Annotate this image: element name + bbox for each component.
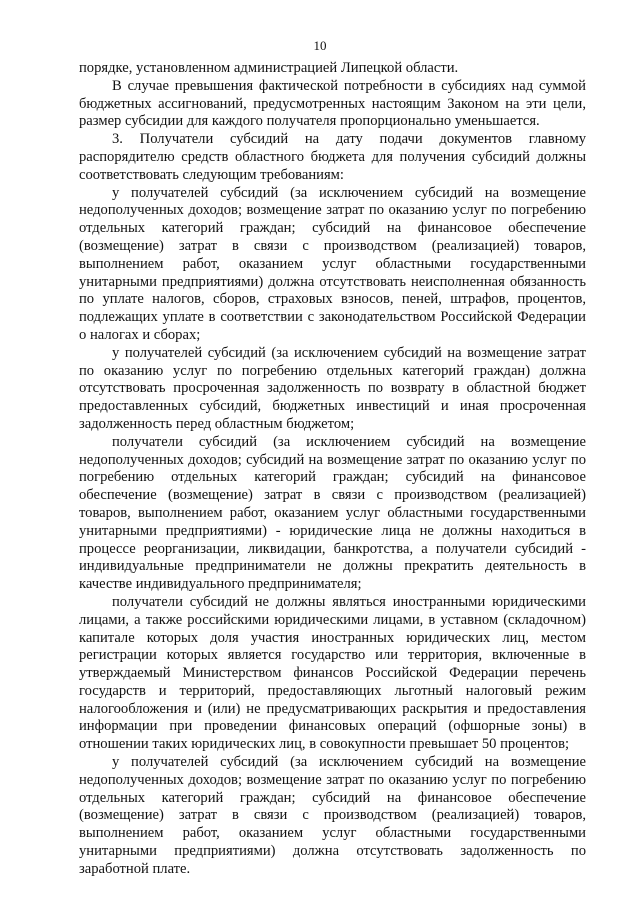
paragraph-subsidy-reduction: В случае превышения фактической потребности в субсидиях над суммой бюджетных ассигнований, предусмотренных настоящим Законом на эти цели, размер субсидии для каждого получателя пропорционально уменьшается. [79, 77, 586, 130]
paragraph-requirement-taxes: у получателей субсидий (за исключением субсидий на возмещение недополученных доходов; возмещение затрат по оказанию услуг по погребению отдельных категорий граждан; субсидий на финансовое обеспечение (возмещение) затрат в связи с производством (реализацией) товаров, выполнением работ, оказанием услуг областными государственными унитарными предприятиями) должна отсутствовать неисполненная обязанность по уплате налогов, сборов, страховых взносов, пеней, штрафов, процентов, подлежащих уплате в соответствии с законодательством Российской Федерации о налогах и сборах; [79, 184, 586, 343]
paragraph-requirement-foreign-entities: получатели субсидий не должны являться иностранными юридическими лицами, а также российскими юридическими лицами, в уставном (складочном) капитале которых доля участия иностранных юридических лиц, местом регистрации которых является государство или территория, включенные в утверждаемый Министерством финансов Российской Федерации перечень государств и территорий, предоставляющих льготный налоговый режим налогообложения и (или) не предусматривающих раскрытия и предоставления информации при проведении финансовых операций (офшорные зоны) в отношении таких юридических лиц, в совокупности превышает 50 процентов; [79, 593, 586, 753]
page-number: 10 [313, 38, 327, 53]
document-body [79, 60, 586, 879]
paragraph-requirement-wage-arrears: у получателей субсидий (за исключением субсидий на возмещение недополученных доходов; возмещение затрат по оказанию услуг по погребению отдельных категорий граждан; субсидий на финансовое обеспечение (возмещение) затрат в связи с производством (реализацией) товаров, выполнением работ, оказанием услуг областными государственными унитарными предприятиями) должна отсутствовать задолженность по заработной плате. [79, 754, 586, 877]
paragraph-requirements-intro: 3. Получатели субсидий на дату подачи документов главному распорядителю средств областного бюджета для получения субсидий должны соответствовать следующим требованиям: [79, 131, 586, 183]
paragraph-requirement-reorganization: получатели субсидий (за исключением субсидий на возмещение недополученных доходов; субсидий на возмещение затрат по оказанию услуг по погребению отдельных категорий граждан; субсидий на финансовое обеспечение (возмещение) затрат в связи с производством (реализацией) товаров, выполнением работ, оказанием услуг областными государственными унитарными предприятиями) - юридические лица не должны находиться в процессе реорганизации, ликвидации, банкротства, а получатели субсидий - индивидуальные предприниматели не должны прекратить деятельность в качестве индивидуального предпринимателя; [79, 433, 586, 593]
paragraph-continuation: порядке, установленном администрацией Липецкой области. [79, 60, 459, 76]
paragraph-requirement-overdue-debt: у получателей субсидий (за исключением субсидий на возмещение затрат по оказанию услуг по погребению отдельных категорий граждан) должна отсутствовать просроченная задолженность по возврату в областной бюджет предоставленных субсидий, бюджетных инвестиций и иная просроченная задолженность перед областным бюджетом; [79, 344, 586, 432]
